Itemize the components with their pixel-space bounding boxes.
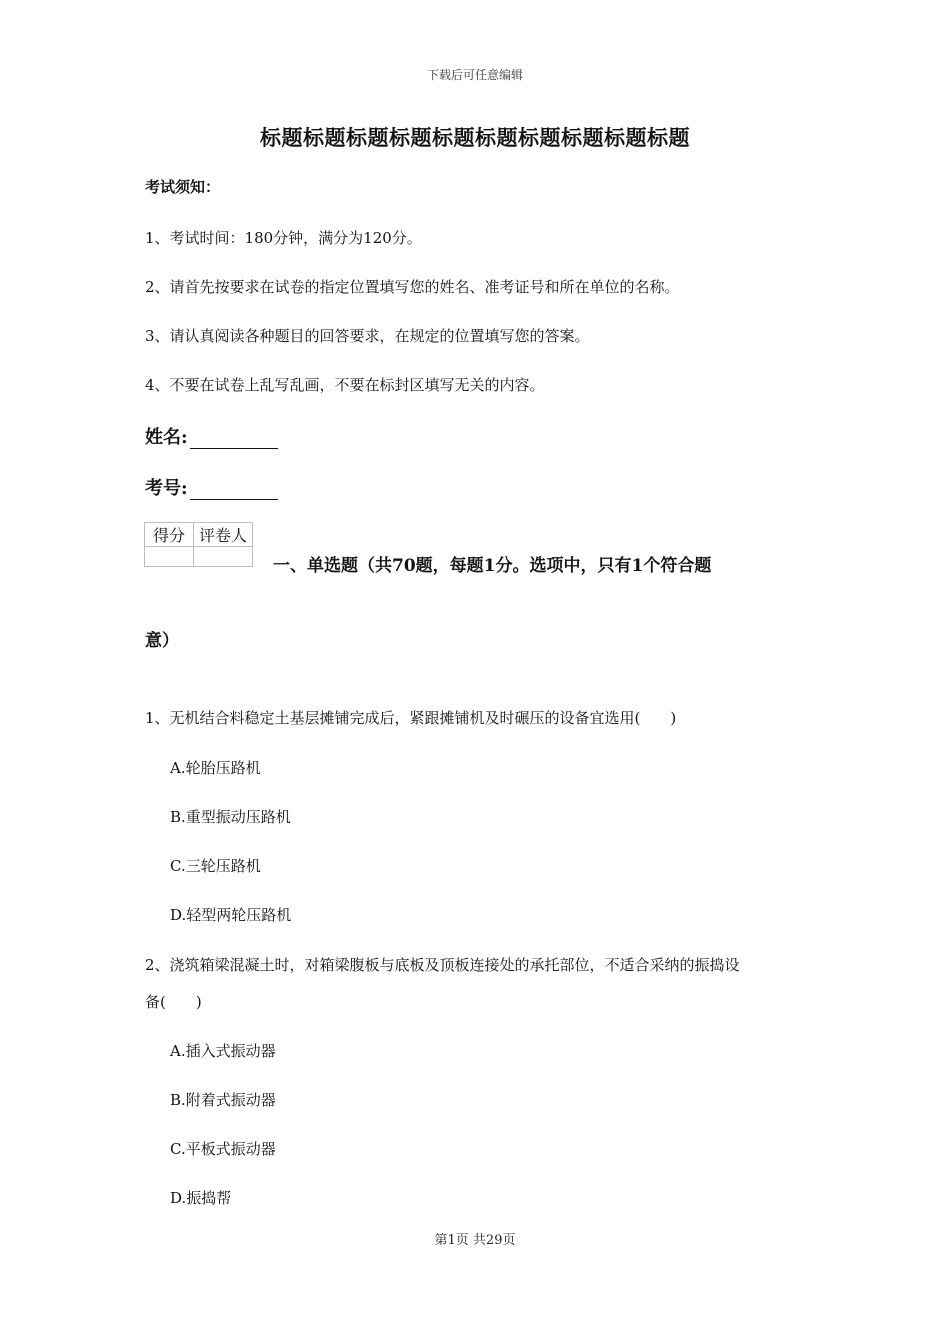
id-field xyxy=(145,474,278,500)
option-a: A.插入式振动器 xyxy=(170,1042,276,1060)
id-blank[interactable] xyxy=(190,481,278,500)
notice-rule: 1、考试时间：180分钟，满分为120分。 xyxy=(145,229,422,247)
option-c: C.三轮压路机 xyxy=(170,857,261,875)
option-b: B.附着式振动器 xyxy=(170,1091,276,1109)
name-blank[interactable] xyxy=(190,430,278,449)
document-title: 标题标题标题标题标题标题标题标题标题标题 xyxy=(260,125,690,150)
option-c: C.平板式振动器 xyxy=(170,1140,276,1158)
grader-cell[interactable] xyxy=(194,547,253,567)
page-footer: 第1页 共29页 xyxy=(434,1233,516,1248)
option-b: B.重型振动压路机 xyxy=(170,808,291,826)
score-header: 得分 xyxy=(145,523,194,547)
question-text: 1、无机结合料稳定土基层摊铺完成后，紧跟摊铺机及时碾压的设备宜选用( ) xyxy=(145,709,677,727)
notice-rule: 4、不要在试卷上乱写乱画，不要在标封区填写无关的内容。 xyxy=(145,376,545,394)
id-label: 考号: xyxy=(145,478,188,499)
notice-rule: 2、请首先按要求在试卷的指定位置填写您的姓名、准考证号和所在单位的名称。 xyxy=(145,278,680,296)
grader-header: 评卷人 xyxy=(194,523,253,547)
name-label: 姓名: xyxy=(145,427,188,448)
notice-heading: 考试须知： xyxy=(145,178,221,196)
score-table xyxy=(144,522,253,567)
question-text: 2、浇筑箱梁混凝土时，对箱梁腹板与底板及顶板连接处的承托部位，不适合采纳的振捣设 xyxy=(145,956,740,974)
option-d: D.振捣帮 xyxy=(170,1189,232,1207)
notice-rule: 3、请认真阅读各种题目的回答要求，在规定的位置填写您的答案。 xyxy=(145,327,590,345)
section-title: 一、单选题（共70题，每题1分。选项中，只有1个符合题 xyxy=(273,556,712,576)
section-title-cont: 意） xyxy=(145,631,179,651)
option-d: D.轻型两轮压路机 xyxy=(170,906,292,924)
name-field xyxy=(145,423,278,449)
score-cell[interactable] xyxy=(145,547,194,567)
option-a: A.轮胎压路机 xyxy=(170,759,261,777)
question-text-cont: 备( ) xyxy=(145,993,202,1011)
header-note: 下载后可任意编辑 xyxy=(426,68,523,82)
